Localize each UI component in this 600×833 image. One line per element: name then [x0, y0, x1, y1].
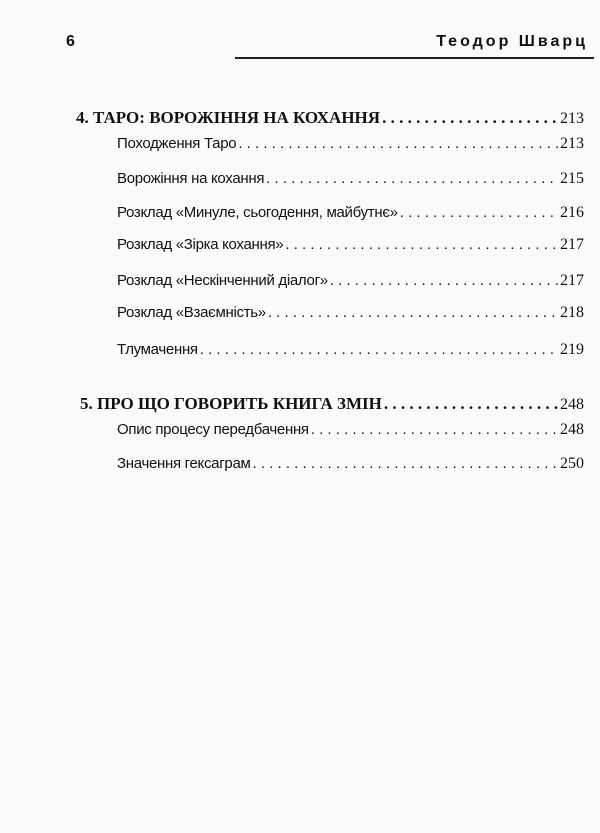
toc-title: Походження Таро	[117, 135, 237, 152]
toc-title: Опис процесу передбачення	[117, 421, 309, 438]
dot-leader	[266, 170, 558, 187]
toc-title: Розклад «Нескінченний діалог»	[117, 272, 328, 289]
toc-item[interactable]	[117, 170, 584, 188]
dot-leader	[285, 236, 558, 253]
toc-title: Розклад «Минуле, сьогодення, майбутнє»	[117, 204, 398, 221]
toc-item[interactable]	[117, 341, 584, 359]
page-number: 6	[66, 33, 75, 50]
toc-item[interactable]	[117, 204, 584, 222]
toc-title: Значення гексаграм	[117, 455, 251, 472]
toc-page: 219	[560, 341, 584, 358]
header-rule	[235, 57, 594, 59]
dot-leader	[253, 455, 559, 472]
toc-chapter[interactable]	[76, 108, 584, 128]
toc-page: 217	[560, 272, 584, 289]
toc-item[interactable]	[117, 135, 584, 153]
dot-leader	[200, 341, 558, 358]
toc-title: Ворожіння на кохання	[117, 170, 265, 187]
dot-leader	[384, 394, 558, 414]
toc-title: 5. ПРО ЩО ГОВОРИТЬ КНИГА ЗМІН	[80, 394, 382, 413]
toc-chapter[interactable]	[80, 394, 584, 414]
toc-item[interactable]	[117, 272, 584, 290]
toc-page: 218	[560, 304, 584, 321]
dot-leader	[330, 272, 558, 289]
dot-leader	[238, 135, 558, 152]
toc-title: 4. ТАРО: ВОРОЖІННЯ НА КОХАННЯ	[76, 108, 381, 127]
toc-title: Розклад «Зірка кохання»	[117, 236, 284, 253]
toc-page: 215	[560, 170, 584, 187]
toc-page: 217	[560, 236, 584, 253]
dot-leader	[311, 421, 558, 438]
dot-leader	[400, 204, 558, 221]
running-title: Теодор Шварц	[436, 33, 588, 50]
dot-leader	[382, 108, 558, 128]
toc-page: 248	[560, 396, 584, 413]
toc-item[interactable]	[117, 236, 584, 254]
toc-item[interactable]	[117, 304, 584, 322]
toc-page: 216	[560, 204, 584, 221]
dot-leader	[268, 304, 558, 321]
toc-title: Тлумачення	[117, 341, 198, 358]
toc-item[interactable]	[117, 421, 584, 439]
toc-page: 248	[560, 421, 584, 438]
toc-title: Розклад «Взаємність»	[117, 304, 266, 321]
toc-page: 213	[560, 135, 584, 152]
toc-page: 213	[560, 110, 584, 127]
toc-page: 250	[560, 455, 584, 472]
toc-item[interactable]	[117, 455, 584, 473]
